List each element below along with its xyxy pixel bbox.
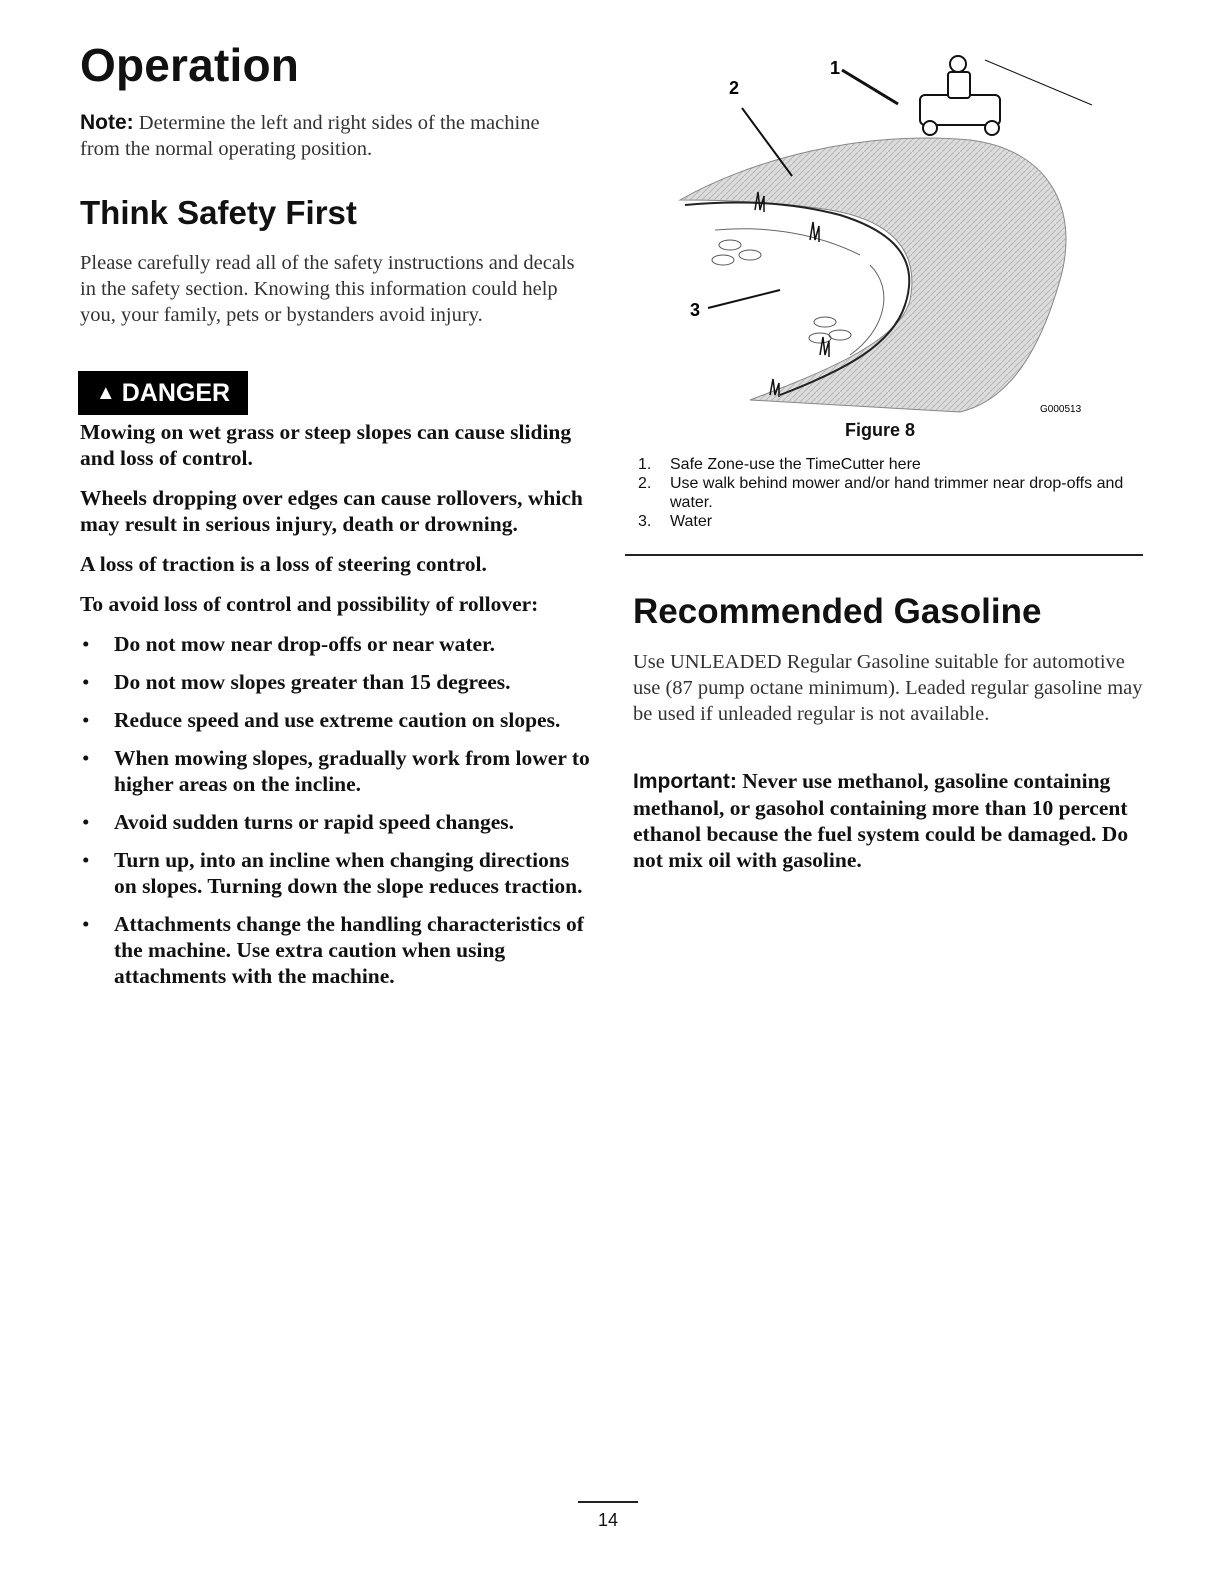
- note-label: Note:: [80, 111, 134, 134]
- list-item: [80, 707, 590, 733]
- bullet-icon: •: [82, 912, 90, 936]
- list-item: [80, 669, 590, 695]
- note-paragraph: [80, 110, 580, 162]
- figure-8-illustration: [630, 50, 1130, 420]
- bullet-icon: •: [82, 746, 90, 770]
- bullet-icon: •: [82, 708, 90, 732]
- callout-3: 3: [690, 300, 701, 320]
- riding-mower-icon: [920, 56, 1000, 135]
- list-item-text: Do not mow slopes greater than 15 degrees.: [114, 670, 511, 694]
- section-heading-safety: Think Safety First: [80, 194, 357, 231]
- important-text: Never use methanol, gasoline containing methanol, or gasohol containing more than 10 percent ethanol because the fuel system could be damaged. Do not mix oil with gasoline.: [633, 769, 1129, 872]
- callout-2: 2: [729, 78, 740, 98]
- list-item: [80, 809, 590, 835]
- legend-number: 1.: [638, 456, 652, 473]
- legend-text: Use walk behind mower and/or hand trimmer near drop-offs and water.: [670, 475, 1124, 511]
- safe-zone-area: [680, 138, 1066, 412]
- bullet-icon: •: [82, 848, 90, 872]
- danger-text-block: [80, 419, 590, 1001]
- important-notice: [633, 768, 1143, 873]
- bullet-icon: •: [82, 632, 90, 656]
- legend-text: Water: [670, 513, 713, 530]
- gasoline-paragraph: Use UNLEADED Regular Gasoline suitable for automotive use (87 pump octane minimum). Leaded regular gasoline may be used if unleaded regular is not available.: [633, 651, 1143, 725]
- page-title: Operation: [80, 39, 300, 91]
- safety-paragraph: Please carefully read all of the safety instructions and decals in the safety section. Knowing this information could help you, your family, pets or bystanders avoid injury.: [80, 252, 575, 326]
- danger-paragraph: Mowing on wet grass or steep slopes can cause sliding and loss of control.: [80, 420, 572, 470]
- warning-triangle-icon: ▲: [95, 382, 116, 404]
- list-item-text: Turn up, into an incline when changing directions on slopes. Turning down the slope reduces traction.: [114, 848, 583, 898]
- list-item-text: Reduce speed and use extreme caution on slopes.: [114, 708, 561, 732]
- danger-bullet-list: [80, 631, 590, 989]
- page-number-rule: [578, 1501, 638, 1503]
- danger-badge: [80, 373, 246, 413]
- list-item: [80, 631, 590, 657]
- legend-item: [638, 455, 1148, 474]
- figure-code: G000513: [1040, 404, 1082, 415]
- list-item: [80, 847, 590, 899]
- danger-paragraph: Wheels dropping over edges can cause rollovers, which may result in serious injury, death or drowning.: [80, 486, 583, 536]
- legend-item: [638, 474, 1148, 512]
- danger-paragraph: A loss of traction is a loss of steering control.: [80, 552, 487, 576]
- callout-1: 1: [830, 58, 841, 78]
- bullet-icon: •: [82, 670, 90, 694]
- legend-text: Safe Zone-use the TimeCutter here: [670, 456, 921, 473]
- legend-item: [638, 512, 1148, 531]
- danger-paragraph: To avoid loss of control and possibility of rollover:: [80, 592, 539, 616]
- page-number: 14: [597, 1510, 619, 1530]
- bullet-icon: •: [82, 810, 90, 834]
- legend-number: 3.: [638, 513, 652, 530]
- section-divider: [625, 554, 1143, 556]
- list-item-text: Do not mow near drop-offs or near water.: [114, 632, 496, 656]
- danger-badge-label: DANGER: [121, 378, 231, 407]
- list-item: [80, 745, 590, 797]
- list-item-text: When mowing slopes, gradually work from lower to higher areas on the incline.: [114, 746, 590, 796]
- section-heading-gasoline: Recommended Gasoline: [633, 592, 1042, 631]
- figure-caption: Figure 8: [844, 420, 915, 440]
- list-item-text: Avoid sudden turns or rapid speed changes.: [114, 810, 515, 834]
- list-item-text: Attachments change the handling characteristics of the machine. Use extra caution when using attachments with the machine.: [114, 912, 584, 988]
- figure-legend: [638, 455, 1148, 531]
- note-text: Determine the left and right sides of the machine from the normal operating position.: [80, 112, 540, 160]
- important-label: Important:: [633, 770, 737, 793]
- list-item: [80, 911, 590, 989]
- legend-number: 2.: [638, 475, 652, 492]
